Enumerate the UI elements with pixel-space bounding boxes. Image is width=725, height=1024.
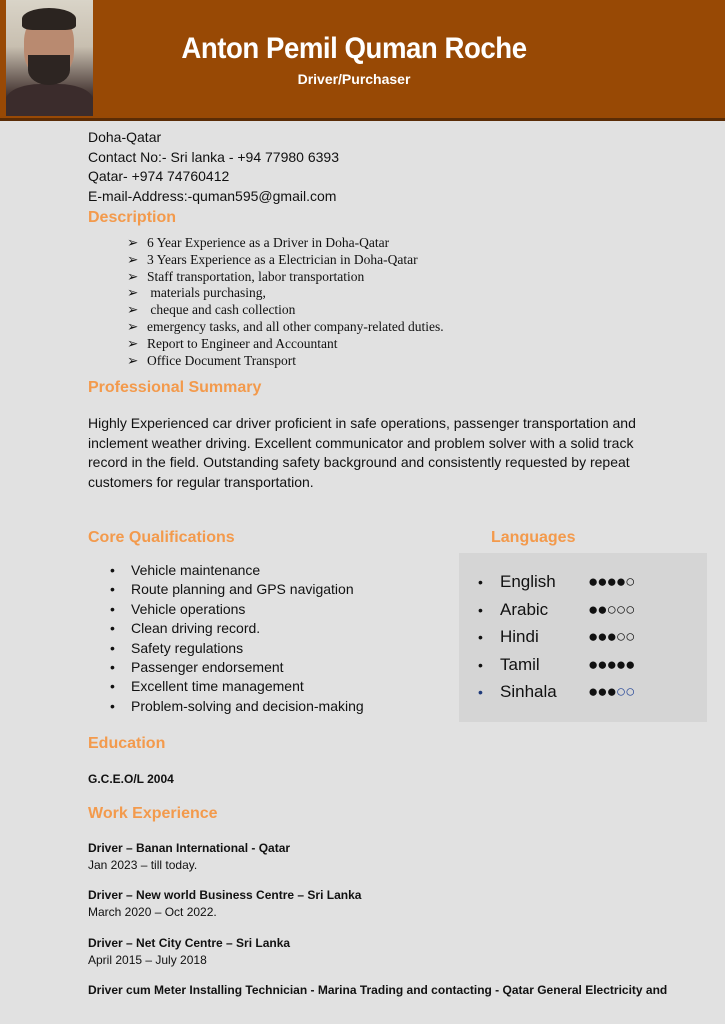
arrow-bullet-icon: ➢ <box>127 251 139 267</box>
filled-dot-icon: ● <box>615 572 626 591</box>
language-level-rating <box>588 682 634 702</box>
bullet-icon: • <box>110 562 115 578</box>
list-item <box>127 336 337 352</box>
language-name: English <box>500 572 556 591</box>
bullet-icon: • <box>478 601 483 618</box>
list-item-text: Vehicle operations <box>131 600 246 617</box>
filled-dot-icon: ● <box>606 572 616 591</box>
bullet-icon: • <box>110 639 115 656</box>
empty-dot-icon: ○ <box>615 682 626 701</box>
job-dates: Jan 2023 – till today. <box>88 858 198 872</box>
list-item-text: Staff transportation, labor transportation <box>147 268 365 284</box>
section-heading-languages: Languages <box>491 529 576 546</box>
empty-dot-icon: ○ <box>615 599 626 619</box>
language-item <box>478 627 539 647</box>
language-item <box>478 600 548 620</box>
list-item <box>110 698 364 714</box>
arrow-bullet-icon: ➢ <box>127 235 139 250</box>
list-item <box>127 235 389 251</box>
section-heading-description: Description <box>88 209 177 226</box>
bullet-icon: • <box>110 697 115 714</box>
filled-dot-icon: ● <box>588 654 598 674</box>
contact-line: E-mail-Address:-quman595@gmail.com <box>88 187 337 204</box>
filled-dot-icon: ● <box>588 627 598 646</box>
job-role: Driver cum Meter Installing Technician - Marina Trading and contacting - Qatar General Electricity and <box>88 983 668 997</box>
contact-line: Qatar- +974 74760412 <box>88 168 230 184</box>
filled-dot-icon: ● <box>588 682 598 701</box>
job-role: Driver – Net City Centre – Sri Lanka <box>88 936 291 950</box>
list-item <box>110 601 245 617</box>
empty-dot-icon: ○ <box>606 599 616 619</box>
bullet-icon: • <box>110 600 115 617</box>
language-level-rating <box>588 600 634 620</box>
language-name: Sinhala <box>500 682 557 701</box>
arrow-bullet-icon: ➢ <box>127 335 139 351</box>
language-level-rating <box>588 655 634 675</box>
filled-dot-icon: ● <box>597 627 607 646</box>
filled-dot-icon: ● <box>588 599 598 619</box>
list-item <box>110 640 243 656</box>
list-item <box>127 269 364 285</box>
language-item <box>478 572 556 592</box>
list-item <box>110 678 304 694</box>
language-item <box>478 682 557 702</box>
language-level-rating <box>588 627 634 647</box>
language-name: Arabic <box>500 599 549 619</box>
filled-dot-icon: ● <box>588 572 598 591</box>
header-banner <box>0 0 725 121</box>
filled-dot-icon: ● <box>606 627 616 646</box>
candidate-name: Anton Pemil Quman Roche <box>181 32 527 65</box>
list-item-text: Excellent time management <box>131 678 304 695</box>
list-item-text: Safety regulations <box>131 639 244 656</box>
list-item <box>127 319 444 335</box>
section-heading-work: Work Experience <box>88 805 218 822</box>
bullet-icon: • <box>110 581 115 598</box>
list-item-text: Problem-solving and decision-making <box>131 697 364 714</box>
empty-dot-icon: ○ <box>625 627 635 646</box>
job-role: Driver – New world Business Centre – Sri Lanka <box>88 888 362 902</box>
bullet-icon: • <box>110 620 115 637</box>
list-item-text: Vehicle maintenance <box>131 562 261 578</box>
filled-dot-icon: ● <box>597 572 607 591</box>
job-dates: April 2015 – July 2018 <box>88 953 207 967</box>
list-item <box>127 353 296 369</box>
language-item <box>478 655 540 675</box>
filled-dot-icon: ● <box>597 654 607 674</box>
summary-line: Highly Experienced car driver proficient in safe operations, passenger transportation and <box>88 415 636 431</box>
list-item-text: emergency tasks, and all other company-related duties. <box>147 319 444 334</box>
language-name: Hindi <box>500 627 539 646</box>
list-item-text: cheque and cash collection <box>147 302 296 318</box>
arrow-bullet-icon: ➢ <box>127 319 139 334</box>
list-item <box>110 581 354 597</box>
arrow-bullet-icon: ➢ <box>127 302 139 318</box>
contact-line: Contact No:- Sri lanka - +94 77980 6393 <box>88 148 339 165</box>
list-item <box>127 302 295 318</box>
list-item <box>127 252 418 268</box>
section-heading-qualifications: Core Qualifications <box>88 529 235 546</box>
arrow-bullet-icon: ➢ <box>127 268 139 284</box>
filled-dot-icon: ● <box>597 682 607 701</box>
empty-dot-icon: ○ <box>615 627 626 646</box>
filled-dot-icon: ● <box>625 654 635 674</box>
empty-dot-icon: ○ <box>625 572 635 591</box>
bullet-icon: • <box>110 659 115 675</box>
list-item-text: 3 Years Experience as a Electrician in Doha-Qatar <box>147 251 418 267</box>
arrow-bullet-icon: ➢ <box>127 285 139 301</box>
list-item-text: Route planning and GPS navigation <box>131 581 354 598</box>
list-item-text: 6 Year Experience as a Driver in Doha-Qatar <box>147 235 390 250</box>
job-role: Driver – Banan International - Qatar <box>88 841 291 855</box>
filled-dot-icon: ● <box>606 682 616 701</box>
summary-line: record in the field. Outstanding safety background and consistently requested by repeat <box>88 454 630 470</box>
bullet-icon: • <box>478 574 483 590</box>
list-item-text: Office Document Transport <box>147 352 296 368</box>
list-item <box>127 285 266 301</box>
arrow-bullet-icon: ➢ <box>127 352 139 368</box>
language-level-rating <box>588 572 634 592</box>
bullet-icon: • <box>478 629 483 645</box>
list-item-text: Report to Engineer and Accountant <box>147 335 338 351</box>
filled-dot-icon: ● <box>615 654 626 674</box>
section-heading-education: Education <box>88 735 166 752</box>
empty-dot-icon: ○ <box>625 599 635 619</box>
list-item <box>110 659 284 675</box>
list-item-text: Clean driving record. <box>131 620 261 637</box>
bullet-icon: • <box>478 656 483 673</box>
language-name: Tamil <box>500 654 540 674</box>
filled-dot-icon: ● <box>597 599 607 619</box>
section-heading-summary: Professional Summary <box>88 379 262 396</box>
education-item: G.C.E.O/L 2004 <box>88 772 174 786</box>
list-item-text: Passenger endorsement <box>131 659 284 675</box>
filled-dot-icon: ● <box>606 654 616 674</box>
bullet-icon: • <box>478 684 483 700</box>
bullet-icon: • <box>110 678 115 695</box>
job-title: Driver/Purchaser <box>297 71 411 87</box>
empty-dot-icon: ○ <box>625 682 635 701</box>
list-item-text: materials purchasing, <box>147 285 266 301</box>
summary-line: customers for regular transportation. <box>88 473 314 490</box>
contact-line: Doha-Qatar <box>88 129 162 145</box>
list-item <box>110 562 260 578</box>
summary-line: inclement weather driving. Excellent communicator and problem solver with a solid track <box>88 434 634 451</box>
job-dates: March 2020 – Oct 2022. <box>88 905 217 919</box>
list-item <box>110 620 260 636</box>
